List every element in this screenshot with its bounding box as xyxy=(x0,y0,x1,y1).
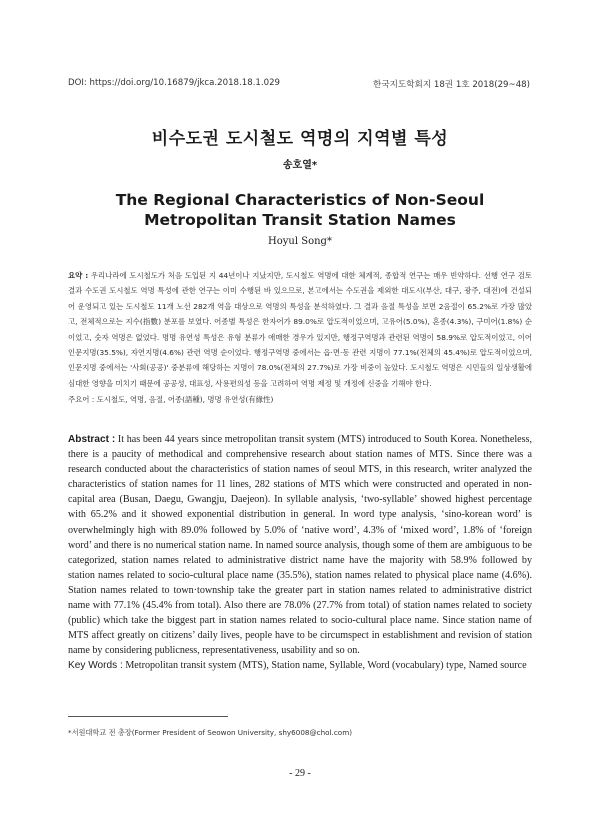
footnote-divider xyxy=(68,716,228,717)
page-header xyxy=(68,78,530,90)
author-english: Hoyul Song* xyxy=(268,236,332,247)
keywords-korean-label: 주요어 : xyxy=(68,395,95,405)
keywords-english xyxy=(68,658,532,673)
keywords-korean xyxy=(68,392,532,407)
page-number: - 29 - xyxy=(289,768,311,779)
abstract-english-body xyxy=(68,432,532,658)
title-english-line-2: Metropolitan Transit Station Names xyxy=(144,211,456,229)
keywords-english-text: Metropolitan transit system (MTS), Station name, Syllable, Word (vocabulary) type, Named source xyxy=(122,660,527,672)
keywords-korean-text: 도시철도, 역명, 음절, 어종(語種), 명명 유연성(有緣性) xyxy=(94,395,274,405)
abstract-english-label: Abstract : xyxy=(68,434,116,445)
abstract-english-text: It has been 44 years since metropolitan transit system (MTS) introduced to South Korea. Nonetheless, there is a paucity of methodical and comprehensive research about station names of MTS. Since there was a research conducted about the characteristics of station names of seoul MTS, in this research, writer analyzed the characteristics of station names for 11 lines, 282 stations of MTS which were constructed and operated in non-capital area (Busan, Daegu, Gwangju, Daejeon). In syllable analysis, ‘two-syllable’ showed highest percentage with 65.2% and it showed exponential distribution in general. In word type analysis, ‘sino-korean word’ is overwhelmingly high with 89.0% followed by 5.0% of ‘native word’, 4.3% of ‘mixed word’, 1.8% of ‘foreign word’ and there is no numerical station name. In named source analysis, though some of them are ambiguous to be categorized, station names related to administrative district name have the majority with 58.9% followed by station names related to socio-cultural place name (35.5%), station names related to physical place name (4.6%). Station names related to town·township take the greater part in station names related to administrative district name with 77.1% (45.4% from total). Also there are 78.0% (27.7% from total) of station names related to society (public) which take the biggest part in station names related to socio-cultural place name. Since station name of MTS affect greatly on citizens’ daily lives, people have to be circumspect in establishment and revision of station name by considering publicness, representativeness, usability and so on. xyxy=(68,434,532,657)
abstract-korean-body xyxy=(68,268,532,391)
doi-text: DOI: https://doi.org/10.16879/jkca.2018.18.1.029 xyxy=(68,78,281,88)
title-english xyxy=(0,190,600,230)
journal-citation: 한국지도학회지 18권 1호 2018(29~48) xyxy=(373,80,530,90)
keywords-english-label: Key Words : xyxy=(68,660,123,672)
title-english-line-1: The Regional Characteristics of Non-Seoul xyxy=(115,191,485,209)
title-korean: 비수도권 도시철도 역명의 지역별 특성 xyxy=(151,129,449,149)
abstract-english xyxy=(68,432,532,674)
abstract-korean-text: 우리나라에 도시철도가 처음 도입된 지 44년이나 지났지만, 도시철도 역명에 대한 체계적, 종합적 연구는 매우 빈약하다. 선행 연구 검토 결과 수도권 도시철도 역명 특성에 관한 연구는 이미 수행된 바 있으므로, 본고에서는 수도권을 제외한 대도시(부산, 대구, 광주, 대전)에 건설되어 운영되고 있는 도시철도 11개 노선 282개 역을 대상으로 역명의 특성을 분석하였다. 그 결과 음절 특성을 보면 2음절이 65.2%로 가장 많았고, 전체적으로는 지수(指數) 분포를 보였다. 어종별 특성은 한자어가 89.0%로 압도적이었으며, 고유어(5.0%), 혼종(4.3%), 구미어(1.8%) 순이었고, 숫자 역명은 없었다. 명명 유연성 특성은 유형 분류가 애매한 경우가 있지만, 행정구역명과 관련된 역명이 58.9%로 압도적이었고, 이어 인문지명(35.5%), 자연지명(4.6%) 관련 역명 순이었다. 행정구역명 중에서는 읍·면·동 관련 지명이 77.1%(전체의 45.4%)로 압도적이었으며, 인문지명 중에서는 '사회(공공)' 중분류에 해당하는 지명이 78.0%(전체의 27.7%)로 가장 비중이 높았다. 도시철도 역명은 시민들의 일상생활에 심대한 영향을 미치기 때문에 공공성, 대표성, 사용편의성 등을 고려하여 역명 제정 및 개정에 신중을 기해야 한다. xyxy=(68,271,532,388)
abstract-korean xyxy=(68,268,532,408)
author-korean: 송호열* xyxy=(282,160,318,171)
abstract-korean-label: 요약 : xyxy=(68,271,89,280)
author-footnote: *서원대학교 전 총장(Former President of Seowon University, shy6008@chol.com) xyxy=(68,728,353,737)
